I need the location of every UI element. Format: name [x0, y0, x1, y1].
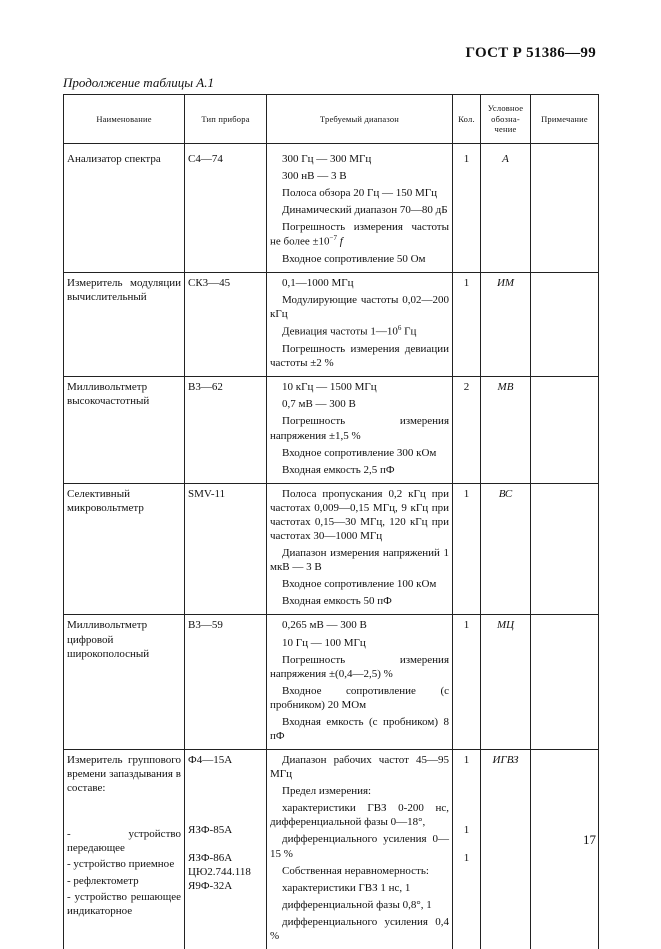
row-device: В3—59 — [185, 615, 267, 750]
range-line: 300 нВ — 3 В — [282, 170, 347, 183]
row-designation: МВ — [481, 377, 531, 483]
row-name: Измеритель модуляции вычислительный — [64, 273, 185, 377]
col-header-range: Требуемый диапазон — [267, 95, 453, 144]
sub-item-name: - устройство решающее индикаторное — [67, 890, 181, 917]
row-note — [531, 273, 599, 377]
range-line: Погрешность измерения напряжения ±(0,4—2,5) % — [270, 653, 449, 680]
row-range — [267, 750, 453, 949]
range-line: Девиация частоты $1—10^6$ Гц — [282, 324, 417, 339]
range-line: 10 Гц — 100 МГц — [282, 636, 366, 649]
range-line: Погрешность измерения девиации частоты ±2 % — [270, 343, 449, 370]
qty-value: 1 — [463, 754, 470, 767]
table-row — [64, 483, 599, 615]
row-designation: МЦ — [481, 615, 531, 750]
range-line: Диапазон измерения напряжений 1 мкВ — 3 В — [270, 547, 449, 574]
range-line: характеристики ГВЗ 1 нс, 1 — [282, 881, 411, 894]
qty-value: 1 — [463, 852, 470, 865]
table-row — [64, 750, 599, 949]
device-type: Я9Ф-32А — [188, 880, 233, 893]
range-line: Входное сопротивление 100 кОм — [282, 578, 437, 591]
range-line: Полоса пропускания 0,2 кГц при частотах 0,009—0,15 МГц, 9 кГц при частотах 0,15—30 МГц, 120 кГц при частотах 30—1000 МГц — [270, 487, 449, 543]
row-range — [267, 273, 453, 377]
row-qty — [453, 750, 481, 949]
range-line: Входное сопротивление (с пробником) 20 МОм — [270, 684, 449, 711]
sub-item-name: - устройство передающее — [67, 828, 181, 855]
range-line: Собственная неравномерность: — [282, 864, 429, 877]
range-line: Входное сопротивление 300 кОм — [282, 446, 437, 459]
col-header-designation: Условное обозна-чение — [481, 95, 531, 144]
row-note — [531, 144, 599, 273]
col-header-qty: Кол. — [453, 95, 481, 144]
row-designation: ИМ — [481, 273, 531, 377]
row-name — [64, 750, 185, 949]
range-line: дифференциального усиления 0—15 % — [270, 833, 449, 860]
range-line: Входное сопротивление 50 Ом — [282, 253, 426, 266]
row-designation: ИГВЗ — [481, 750, 531, 949]
range-line: 300 Гц — 300 МГц — [282, 153, 372, 165]
row-note — [531, 483, 599, 615]
row-name: Милливольтметр цифровой широкополосный — [64, 615, 185, 750]
sub-item-name: - рефлектометр — [67, 874, 139, 887]
row-range — [267, 377, 453, 483]
range-line: 10 кГц — 1500 МГц — [282, 381, 377, 394]
range-line: Погрешность измерения частоты не более $\pm 10^{-7}$ f — [270, 221, 449, 249]
range-line: Динамический диапазон 70—80 дБ — [282, 204, 448, 217]
range-line: Диапазон рабочих частот 45—95 МГц — [270, 754, 449, 781]
row-name: Милливольтметр высокочастотный — [64, 377, 185, 483]
device-type: Ф4—15А — [188, 754, 233, 767]
col-header-name: Наименование — [64, 95, 185, 144]
row-note — [531, 615, 599, 750]
table-row — [64, 273, 599, 377]
col-header-note: Примечание — [531, 95, 599, 144]
range-line: 0,265 мВ — 300 В — [282, 619, 367, 632]
row-name: Анализатор спектра — [64, 144, 185, 273]
range-line: Входная емкость (с пробником) 8 пФ — [270, 715, 449, 742]
row-designation: А — [481, 144, 531, 273]
range-line: 0,7 мВ — 300 В — [282, 398, 356, 411]
page-number: 17 — [583, 832, 596, 847]
table-row — [64, 144, 599, 273]
equipment-table — [63, 94, 599, 949]
range-line: Входная емкость 50 пФ — [282, 595, 392, 608]
row-range — [267, 615, 453, 750]
range-line: дифференциального усиления 0,4 % — [270, 915, 449, 942]
standard-number: ГОСТ Р 51386—99 — [465, 45, 596, 61]
row-range — [267, 144, 453, 273]
row-device: СК3—45 — [185, 273, 267, 377]
range-line: Входная емкость 2,5 пФ — [282, 463, 395, 476]
range-line: Погрешность измерения напряжения ±1,5 % — [270, 415, 449, 442]
device-type: ЦЮ2.744.118 — [188, 866, 251, 879]
row-note — [531, 750, 599, 949]
range-line: Полоса обзора 20 Гц — 150 МГц — [282, 187, 437, 200]
row-qty: 1 — [453, 483, 481, 615]
range-line: характеристики ГВЗ 0-200 нс, дифференциальной фазы 0—18°, — [270, 802, 449, 829]
table-row — [64, 615, 599, 750]
row-device — [185, 750, 267, 949]
row-designation: ВС — [481, 483, 531, 615]
range-line: дифференциальной фазы 0,8°, 1 — [282, 898, 432, 911]
row-qty: 2 — [453, 377, 481, 483]
row-device: С4—74 — [185, 144, 267, 273]
row-qty: 1 — [453, 273, 481, 377]
row-name: Селективный микровольтметр — [64, 483, 185, 615]
range-line: Предел измерения: — [282, 785, 372, 798]
table-row — [64, 377, 599, 483]
qty-value: 1 — [463, 824, 470, 837]
group-name: Измеритель группового времени запаздывания в составе: — [67, 754, 181, 795]
row-note — [531, 377, 599, 483]
table-header-row — [64, 95, 599, 144]
row-qty: 1 — [453, 144, 481, 273]
device-type: ЯЗФ-85А — [188, 824, 233, 837]
row-range — [267, 483, 453, 615]
device-type: ЯЗФ-86А — [188, 852, 233, 865]
sub-item-name: - устройство приемное — [67, 858, 175, 871]
range-line: Модулирующие частоты 0,02—200 кГц — [270, 294, 449, 321]
row-device: SMV-11 — [185, 483, 267, 615]
row-qty: 1 — [453, 615, 481, 750]
table-continuation-label: Продолжение таблицы А.1 — [63, 75, 214, 90]
col-header-device: Тип прибора — [185, 95, 267, 144]
range-line: 0,1—1000 МГц — [282, 277, 354, 290]
row-device: В3—62 — [185, 377, 267, 483]
